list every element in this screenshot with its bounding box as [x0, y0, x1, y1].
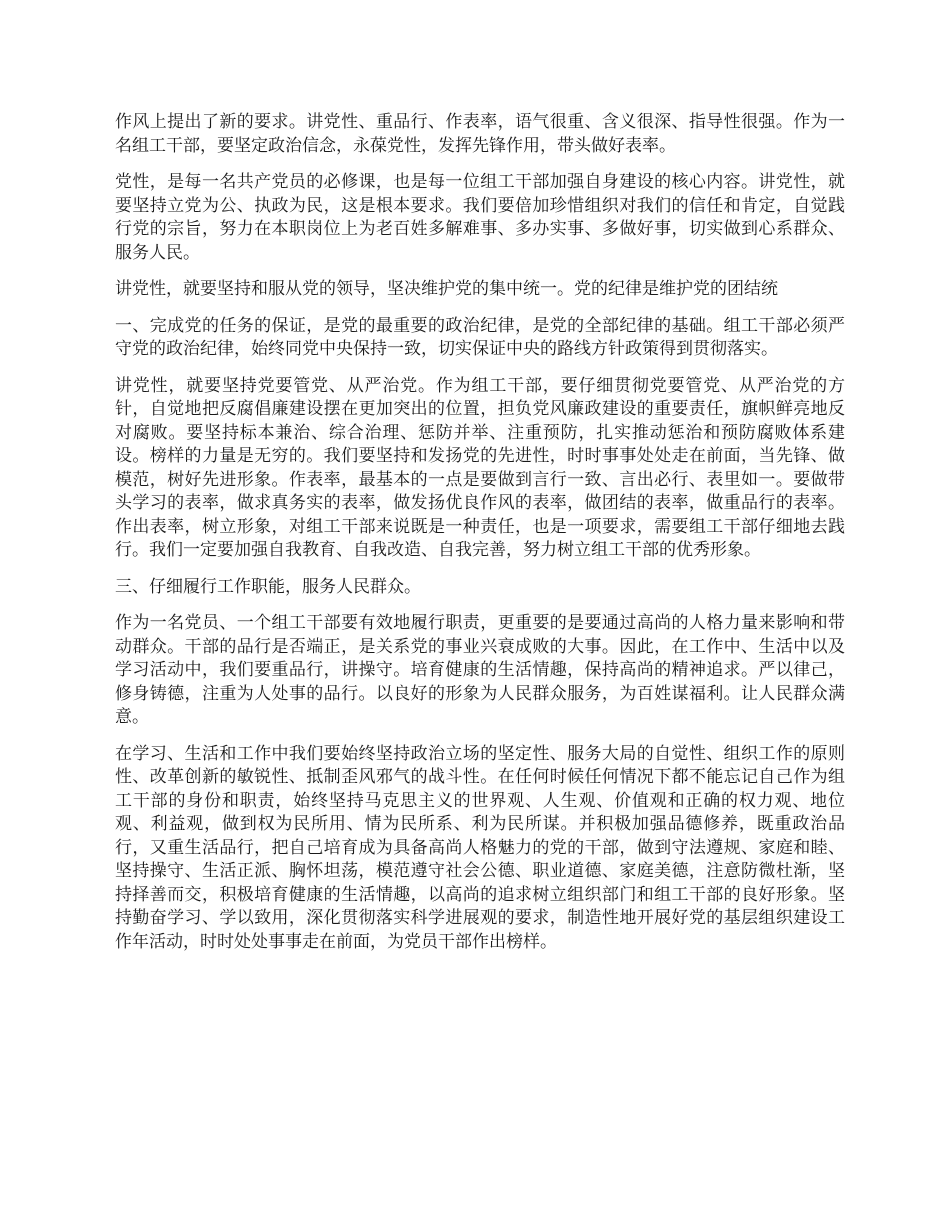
- paragraph-2: 党性，是每一名共产党员的必修课，也是每一位组工干部加强自身建设的核心内容。讲党性，就要坚持立党为公、执政为民，这是根本要求。我们要倍加珍惜组织对我们的信任和肯定，自觉践行党的宗旨，努力在本职岗位上为老百姓多解难事、多办实事、多做好事，切实做到心系群众、服务人民。: [115, 172, 845, 263]
- section-heading-3: 三、仔细履行工作职能，服务人民群众。: [115, 576, 421, 597]
- paragraph-3: 讲党性，就要坚持和服从党的领导，坚决维护党的集中统一。党的纪律是维护党的团结统: [115, 279, 778, 299]
- paragraph-5: 讲党性，就要坚持党要管党、从严治党。作为组工干部，要仔细贯彻党要管党、从严治党的方针，自觉地把反腐倡廉建设摆在更加突出的位置，担负党风廉政建设的重要责任，旗帜鲜亮地反对腐败。要坚持标本兼治、综合治理、惩防并举、注重预防，扎实推动惩治和预防腐败体系建设。榜样的力量是无穷的。我们要坚持和发扬党的先进性，时时事事处处走在前面，当先锋、做模范，树好先进形象。作表率，最基本的一点是要做到言行一致、言出必行、表里如一。要做带头学习的表率，做求真务实的表率，做发扬优良作风的表率，做团结的表率，做重品行的表率。作出表率，树立形象，对组工干部来说既是一种责任，也是一项要求，需要组工干部仔细地去践行。我们一定要加强自我教育、自我改造、自我完善，努力树立组工干部的优秀形象。: [115, 375, 845, 560]
- paragraph-7: 作为一名党员、一个组工干部要有效地履行职责，更重要的是要通过高尚的人格力量来影响和带动群众。干部的品行是否端正，是关系党的事业兴衰成败的大事。因此，在工作中、生活中以及学习活动中，我们要重品行，讲操守。培育健康的生活情趣，保持高尚的精神追求。严以律己，修身铸德，注重为人处事的品行。以良好的形象为人民群众服务，为百姓谋福利。让人民群众满意。: [115, 613, 845, 727]
- document-page: [115, 111, 845, 967]
- paragraph-4: 一、完成党的任务的保证，是党的最重要的政治纪律，是党的全部纪律的基础。组工干部必须严守党的政治纪律，始终同党中央保持一致，切实保证中央的路线方针政策得到贯彻落实。: [115, 315, 845, 359]
- paragraph-8: 在学习、生活和工作中我们要始终坚持政治立场的坚定性、服务大局的自觉性、组织工作的原则性、改革创新的敏锐性、抵制歪风邪气的战斗性。在任何时候任何情况下都不能忘记自己作为组工干部的身份和职责，始终坚持马克思主义的世界观、人生观、价值观和正确的权力观、地位观、利益观，做到权为民所用、情为民所系、利为民所谋。并积极加强品德修养，既重政治品行，又重生活品行，把自己培育成为具备高尚人格魅力的党的干部，做到守法遵规、家庭和睦、坚持操守、生活正派、胸怀坦荡，模范遵守社会公德、职业道德、家庭美德，注意防微杜渐，坚持择善而交，积极培育健康的生活情趣，以高尚的追求树立组织部门和组工干部的良好形象。坚持勤奋学习、学以致用，深化贯彻落实科学进展观的要求，制造性地开展好党的基层组织建设工作年活动，时时处处事事走在前面，为党员干部作出榜样。: [115, 743, 845, 952]
- paragraph-1: 作风上提出了新的要求。讲党性、重品行、作表率，语气很重、含义很深、指导性很强。作为一名组工干部，要坚定政治信念，永葆党性，发挥先锋作用，带头做好表率。: [115, 112, 845, 156]
